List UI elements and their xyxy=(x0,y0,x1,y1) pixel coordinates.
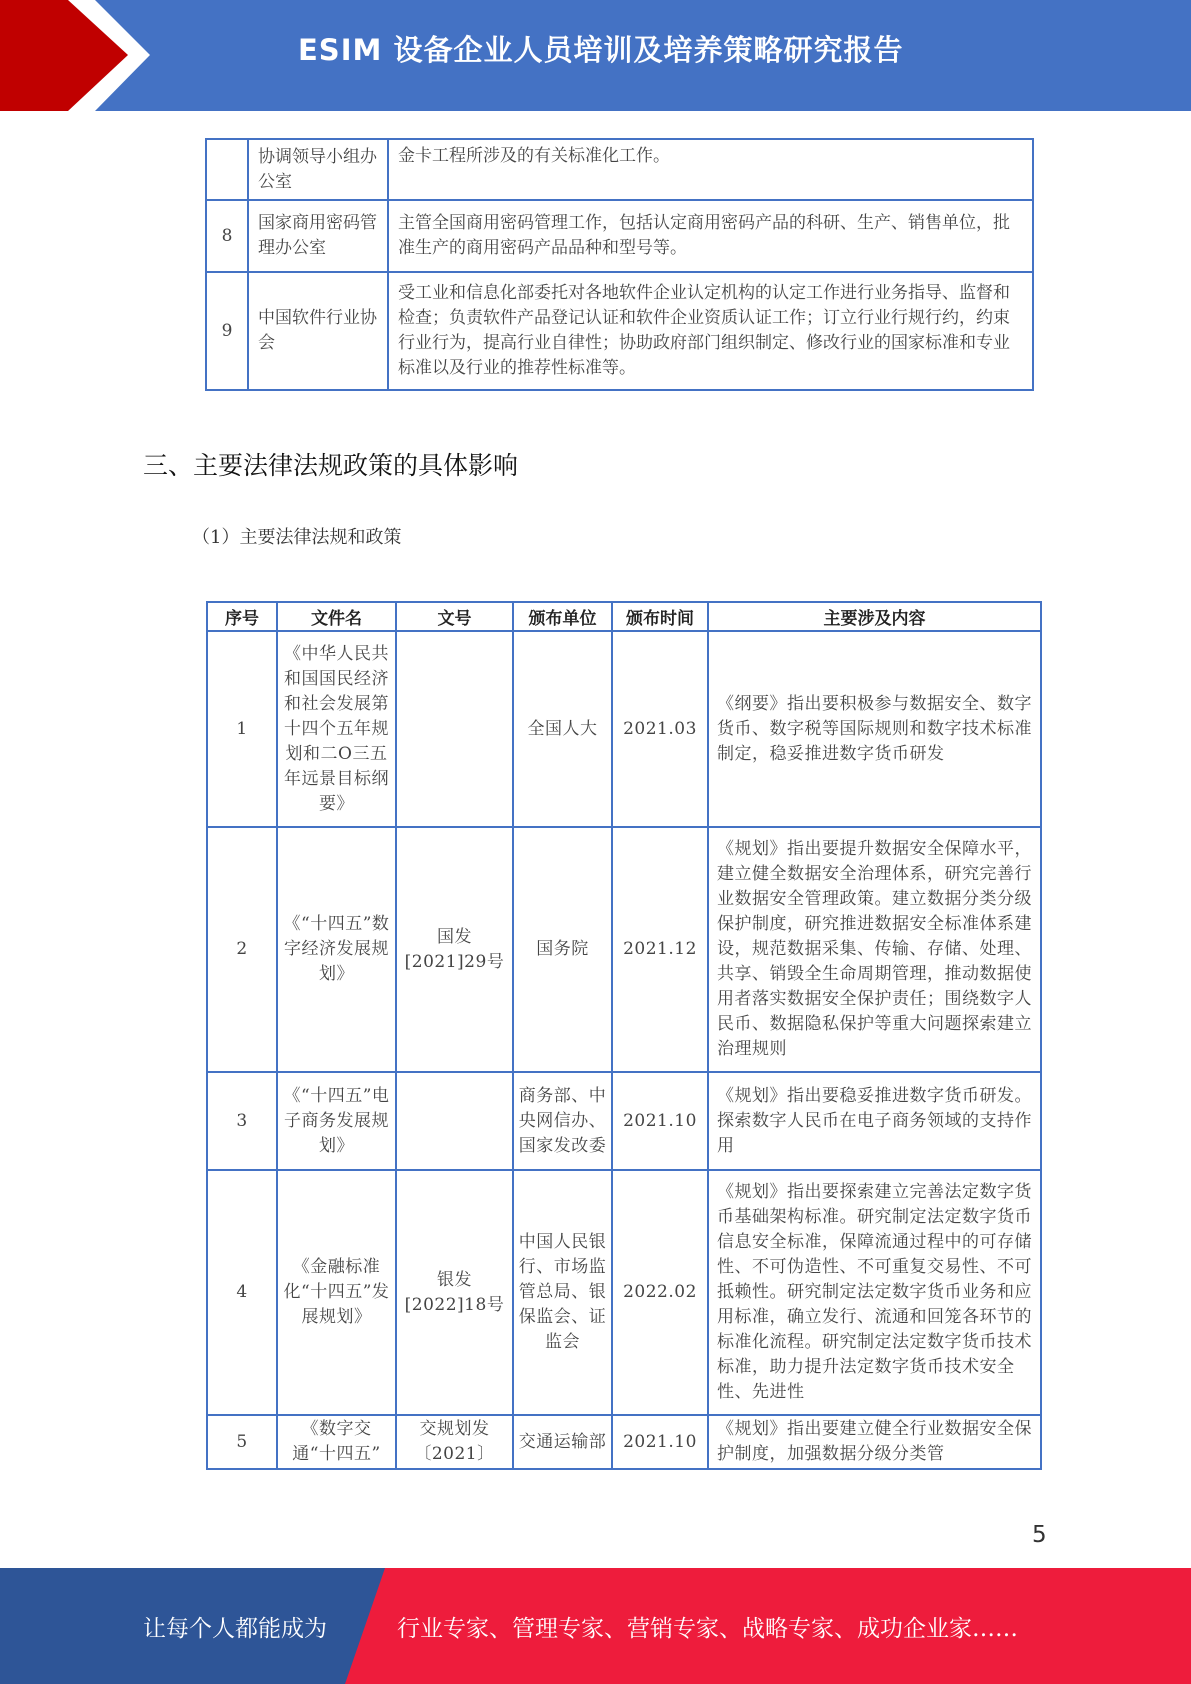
cell-file-name: 《数字交通“十四五” xyxy=(277,1415,396,1469)
cell-number: 2 xyxy=(207,827,277,1072)
cell-file-name: 《“十四五”电子商务发展规划》 xyxy=(277,1072,396,1170)
policies-table xyxy=(206,601,1042,1470)
organization-name: 中国软件行业协会 xyxy=(248,272,388,390)
cell-main-content: 《规划》指出要提升数据安全保障水平，建立健全数据安全治理体系，研究完善行业数据安全管理政策。建立数据分类分级保护制度，研究推进数据安全标准体系建设，规范数据采集、传输、存储、处理、共享、销毁全生命周期管理，推动数据使用者落实数据安全保护责任；围绕数字人民币、数据隐私保护等重大问题探索建立治理规则 xyxy=(708,827,1041,1072)
footer-slogan-right: 行业专家、管理专家、营销专家、战略专家、成功企业家…… xyxy=(397,1616,1018,1642)
page-header xyxy=(0,0,1191,111)
cell-issue-date: 2021.10 xyxy=(612,1072,708,1170)
cell-issuer: 国务院 xyxy=(513,827,612,1072)
cell-issue-date: 2022.02 xyxy=(612,1170,708,1415)
table-row xyxy=(206,272,1033,390)
table-header-row xyxy=(207,602,1041,631)
cell-main-content: 《规划》指出要稳妥推进数字货币研发。探索数字人民币在电子商务领域的支持作用 xyxy=(708,1072,1041,1170)
cell-number: 5 xyxy=(207,1415,277,1469)
footer-slogan-left: 让每个人都能成为 xyxy=(143,1616,327,1642)
organization-duties: 金卡工程所涉及的有关标准化工作。 xyxy=(388,139,1033,200)
cell-issuer: 交通运输部 xyxy=(513,1415,612,1469)
cell-number: 3 xyxy=(207,1072,277,1170)
cell-issuer: 商务部、中央网信办、国家发改委 xyxy=(513,1072,612,1170)
cell-number: 1 xyxy=(207,631,277,827)
organization-name: 协调领导小组办公室 xyxy=(248,139,388,200)
page-footer xyxy=(0,1568,1191,1684)
organizations-table xyxy=(205,138,1034,391)
cell-document-number xyxy=(396,1072,513,1170)
table-row xyxy=(207,1170,1041,1415)
table-row xyxy=(206,200,1033,272)
cell-issuer: 全国人大 xyxy=(513,631,612,827)
table-row xyxy=(206,139,1033,200)
cell-document-number: 银发[2022]18号 xyxy=(396,1170,513,1415)
row-number: 8 xyxy=(206,200,248,272)
cell-issue-date: 2021.10 xyxy=(612,1415,708,1469)
report-title: ESIM 设备企业人员培训及培养策略研究报告 xyxy=(298,33,904,67)
cell-main-content: 《规划》指出要建立健全行业数据安全保护制度，加强数据分级分类管 xyxy=(708,1415,1041,1469)
column-header-document-number: 文号 xyxy=(396,602,513,631)
page-number: 5 xyxy=(1032,1522,1047,1548)
column-header-issuer: 颁布单位 xyxy=(513,602,612,631)
section-heading: 三、主要法律法规政策的具体影响 xyxy=(143,451,519,480)
table-row xyxy=(207,827,1041,1072)
organization-name: 国家商用密码管理办公室 xyxy=(248,200,388,272)
table-row xyxy=(207,1415,1041,1469)
cell-document-number: 国发[2021]29号 xyxy=(396,827,513,1072)
cell-issue-date: 2021.12 xyxy=(612,827,708,1072)
organization-duties: 受工业和信息化部委托对各地软件企业认定机构的认定工作进行业务指导、监督和检查；负责软件产品登记认证和软件企业资质认证工作；订立行业行规行约，约束行业行为，提高行业自律性；协助政府部门组织制定、修改行业的国家标准和专业标准以及行业的推荐性标准等。 xyxy=(388,272,1033,390)
subsection-heading: （1）主要法律法规和政策 xyxy=(192,527,402,548)
cell-file-name: 《中华人民共和国国民经济和社会发展第十四个五年规划和二O三五年远景目标纲要》 xyxy=(277,631,396,827)
row-number: 9 xyxy=(206,272,248,390)
cell-main-content: 《纲要》指出要积极参与数据安全、数字货币、数字税等国际规则和数字技术标准制定，稳妥推进数字货币研发 xyxy=(708,631,1041,827)
organization-duties: 主管全国商用密码管理工作，包括认定商用密码产品的科研、生产、销售单位，批准生产的商用密码产品品种和型号等。 xyxy=(388,200,1033,272)
cell-file-name: 《金融标准化“十四五”发展规划》 xyxy=(277,1170,396,1415)
column-header-file-name: 文件名 xyxy=(277,602,396,631)
cell-main-content: 《规划》指出要探索建立完善法定数字货币基础架构标准。研究制定法定数字货币信息安全标准，保障流通过程中的可存储性、不可伪造性、不可重复交易性、不可抵赖性。研究制定法定数字货币业务和应用标准，确立发行、流通和回笼各环节的标准化流程。研究制定法定数字货币技术标准，助力提升法定数字货币技术安全性、先进性 xyxy=(708,1170,1041,1415)
cell-number: 4 xyxy=(207,1170,277,1415)
header-red-arrow-decoration xyxy=(0,0,150,111)
cell-issuer: 中国人民银行、市场监管总局、银保监会、证监会 xyxy=(513,1170,612,1415)
cell-document-number: 交规划发〔2021〕 xyxy=(396,1415,513,1469)
table-row xyxy=(207,631,1041,827)
column-header-main-content: 主要涉及内容 xyxy=(708,602,1041,631)
row-number xyxy=(206,139,248,200)
cell-issue-date: 2021.03 xyxy=(612,631,708,827)
table-row xyxy=(207,1072,1041,1170)
column-header-issue-date: 颁布时间 xyxy=(612,602,708,631)
cell-document-number xyxy=(396,631,513,827)
column-header-number: 序号 xyxy=(207,602,277,631)
cell-file-name: 《“十四五”数字经济发展规划》 xyxy=(277,827,396,1072)
